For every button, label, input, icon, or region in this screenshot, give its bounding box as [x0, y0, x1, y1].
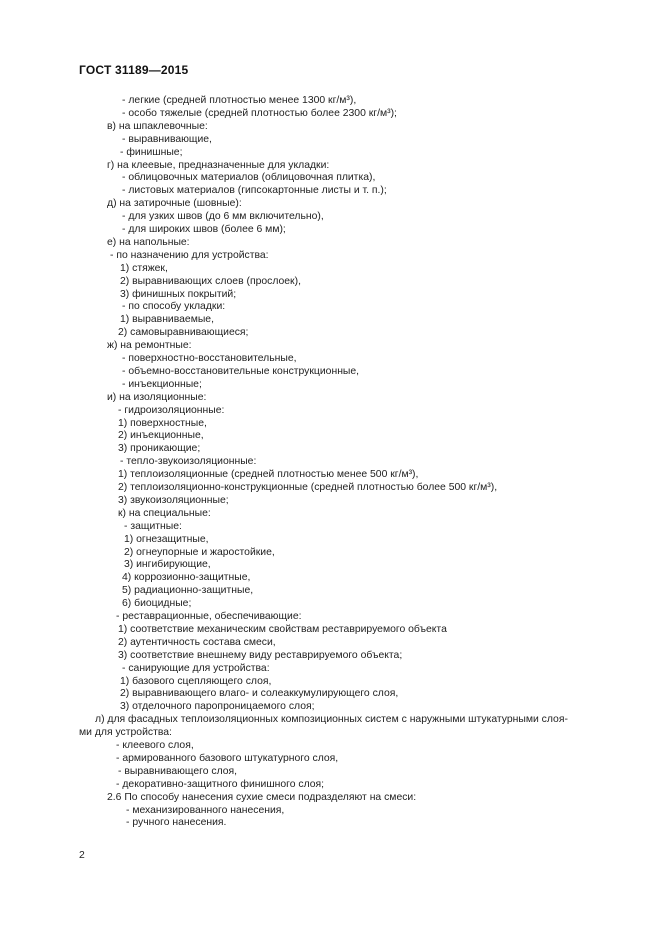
text-line: - по назначению для устройства:	[110, 249, 269, 261]
text-line: 2) огнеупорные и жаростойкие,	[124, 546, 275, 558]
text-line: г) на клеевые, предназначенные для укладки:	[107, 159, 330, 171]
text-line: - особо тяжелые (средней плотностью более 2300 кг/м³);	[122, 107, 397, 119]
text-line: 2) самовыравнивающиеся;	[118, 327, 249, 339]
text-line: - санирующие для устройства:	[122, 662, 270, 674]
text-line: - защитные:	[124, 520, 182, 532]
document-header: ГОСТ 31189—2015	[79, 63, 189, 77]
text-line: 1) стяжек,	[120, 262, 168, 274]
text-line: 1) теплоизоляционные (средней плотностью менее 500 кг/м³),	[118, 469, 419, 481]
text-line: - объемно-восстановительные конструкционные,	[122, 365, 360, 377]
text-line: - механизированного нанесения,	[126, 804, 285, 816]
text-line: 6) биоцидные;	[122, 598, 192, 610]
text-line: 2) выравнивающего влаго- и солеаккумулирующего слоя,	[120, 688, 399, 700]
text-line: 2.6 По способу нанесения сухие смеси подразделяют на смеси:	[107, 791, 417, 803]
text-line: 1) соответствие механическим свойствам реставрируемого объекта	[118, 623, 447, 635]
text-line: 2) выравнивающих слоев (прослоек),	[120, 275, 301, 287]
text-line: 3) соответствие внешнему виду реставрируемого объекта;	[118, 649, 403, 661]
page-number: 2	[79, 850, 85, 861]
text-line: 1) базового сцепляющего слоя,	[120, 675, 272, 687]
text-line: 5) радиационно-защитные,	[122, 585, 254, 597]
text-line: 4) коррозионно-защитные,	[122, 572, 251, 584]
text-line: - клеевого слоя,	[116, 740, 194, 751]
text-line: ж) на ремонтные:	[107, 340, 192, 352]
text-line: 2) теплоизоляционно-конструкционные (средней плотностью более 500 кг/м³),	[118, 482, 498, 493]
text-line: - облицовочных материалов (облицовочная плитка),	[122, 172, 376, 184]
text-line: - для узких швов (до 6 мм включительно),	[122, 211, 324, 223]
text-line: - инъекционные;	[122, 378, 202, 390]
text-line: - выравнивающие,	[122, 133, 212, 145]
text-line: - декоративно-защитного финишного слоя;	[116, 778, 325, 790]
text-line: - выравнивающего слоя,	[118, 765, 238, 777]
text-line: 3) финишных покрытий;	[120, 288, 237, 300]
text-line: - реставрационные, обеспечивающие:	[116, 611, 302, 622]
text-line: - тепло-звукоизоляционные:	[120, 456, 257, 468]
text-line: 3) проникающие;	[118, 443, 201, 455]
text-line: и) на изоляционные:	[107, 391, 207, 403]
text-line: - по способу укладки:	[122, 301, 226, 313]
text-line: ми для устройства:	[79, 727, 172, 739]
text-line: - для широких швов (более 6 мм);	[122, 224, 286, 235]
text-line: к) на специальные:	[118, 507, 211, 519]
text-line: - гидроизоляционные:	[118, 404, 225, 416]
text-line: - армированного базового штукатурного слоя,	[116, 752, 339, 764]
text-line: - листовых материалов (гипсокартонные листы и т. п.);	[122, 185, 387, 197]
text-line: 3) звукоизоляционные;	[118, 494, 229, 506]
text-line: 3) ингибирующие,	[124, 559, 211, 571]
text-line: - финишные;	[120, 146, 183, 158]
text-line: - поверхностно-восстановительные,	[122, 353, 297, 364]
text-line: - ручного нанесения.	[126, 817, 227, 829]
text-line: 3) отделочного паропроницаемого слоя;	[120, 701, 315, 713]
text-line: л) для фасадных теплоизоляционных композиционных систем с наружными штукатурными слоя-	[95, 714, 568, 726]
text-line: 2) инъекционные,	[118, 430, 204, 442]
text-line: 1) поверхностные,	[118, 417, 207, 429]
text-line: 1) выравниваемые,	[120, 314, 214, 326]
text-line: е) на напольные:	[107, 236, 190, 248]
text-line: 1) огнезащитные,	[124, 533, 209, 545]
text-line: 2) аутентичность состава смеси,	[118, 636, 276, 648]
text-line: в) на шпаклевочные:	[107, 120, 208, 132]
text-line: - легкие (средней плотностью менее 1300 кг/м³),	[122, 95, 357, 106]
text-line: д) на затирочные (шовные):	[107, 198, 242, 210]
